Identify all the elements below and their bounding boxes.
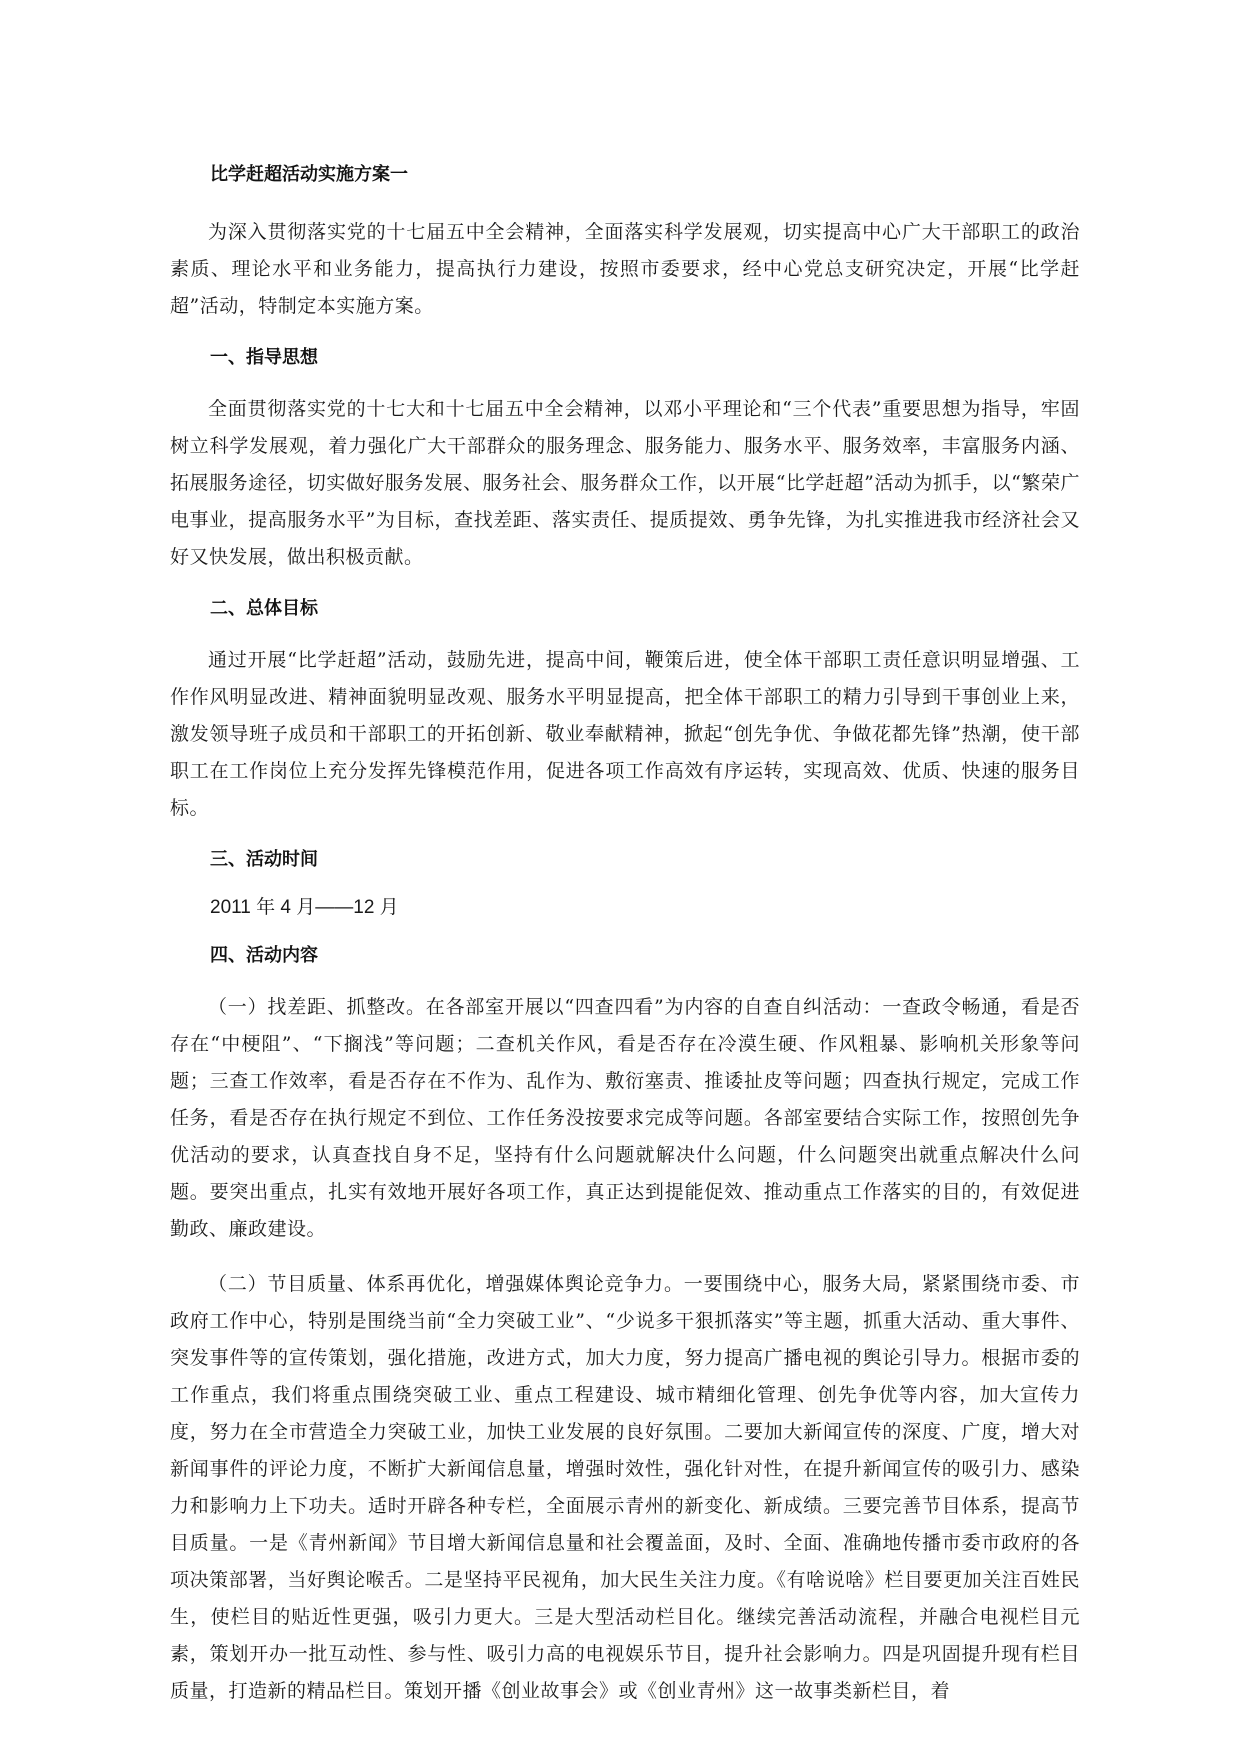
section-paragraph-guiding-ideology: 全面贯彻落实党的十七大和十七届五中全会精神，以邓小平理论和“三个代表”重要思想为指导，牢固树立科学发展观，着力强化广大干部群众的服务理念、服务能力、服务水平、服务效率，丰富服务内涵、拓展服务途径，切实做好服务发展、服务社会、服务群众工作，以开展“比学赶超”活动为抓手，以“繁荣广电事业，提高服务水平”为目标，查找差距、落实责任、提质提效、勇争先锋，为扎实推进我市经济社会又好又快发展，做出积极贡献。 (170, 398, 1080, 568)
section-heading-activity-content: 四、活动内容 (210, 945, 318, 966)
document-title: 比学赶超活动实施方案一 (210, 164, 408, 185)
content-item-1: （一）找差距、抓整改。在各部室开展以“四查四看”为内容的自查自纠活动：一查政令畅通，看是否存在“中梗阻”、“下搁浅”等问题；二查机关作风，看是否存在冷漠生硬、作风粗暴、影响机关形象等问题；三查工作效率，看是否存在不作为、乱作为、敷衍塞责、推诿扯皮等问题；四查执行规定，完成工作任务，看是否存在执行规定不到位、工作任务没按要求完成等问题。各部室要结合实际工作，按照创先争优活动的要求，认真查找自身不足，坚持有什么问题就解决什么问题，什么问题突出就重点解决什么问题。要突出重点，扎实有效地开展好各项工作，真正达到提能促效、推动重点工作落实的目的，有效促进勤政、廉政建设。 (170, 996, 1080, 1240)
content-item-2: （二）节目质量、体系再优化，增强媒体舆论竞争力。一要围绕中心，服务大局，紧紧围绕市委、市政府工作中心，特别是围绕当前“全力突破工业”、“少说多干狠抓落实”等主题，抓重大活动、重大事件、突发事件等的宣传策划，强化措施，改进方式，加大力度，努力提高广播电视的舆论引导力。根据市委的工作重点，我们将重点围绕突破工业、重点工程建设、城市精细化管理、创先争优等内容，加大宣传力度，努力在全市营造全力突破工业，加快工业发展的良好氛围。二要加大新闻宣传的深度、广度，增大对新闻事件的评论力度，不断扩大新闻信息量，增强时效性，强化针对性，在提升新闻宣传的吸引力、感染力和影响力上下功夫。适时开辟各种专栏，全面展示青州的新变化、新成绩。三要完善节目体系，提高节目质量。一是《青州新闻》节目增大新闻信息量和社会覆盖面，及时、全面、准确地传播市委市政府的各项决策部署，当好舆论喉舌。二是坚持平民视角，加大民生关注力度。《有啥说啥》栏目要更加关注百姓民生，使栏目的贴近性更强，吸引力更大。三是大型活动栏目化。继续完善活动流程，并融合电视栏目元素，策划开办一批互动性、参与性、吸引力高的电视娱乐节目，提升社会影响力。四是巩固提升现有栏目质量，打造新的精品栏目。策划开播《创业故事会》或《创业青州》这一故事类新栏目，着 (170, 1273, 1080, 1702)
section-heading-guiding-ideology: 一、指导思想 (210, 347, 318, 368)
intro-paragraph: 为深入贯彻落实党的十七届五中全会精神，全面落实科学发展观，切实提高中心广大干部职工的政治素质、理论水平和业务能力，提高执行力建设，按照市委要求，经中心党总支研究决定，开展“比学赶超”活动，特制定本实施方案。 (170, 221, 1080, 317)
section-heading-overall-goal: 二、总体目标 (210, 598, 318, 619)
activity-time-range: 2011 年 4 月——12 月 (210, 897, 399, 918)
section-heading-activity-time: 三、活动时间 (210, 849, 318, 870)
document-page (170, 160, 1080, 1728)
section-paragraph-overall-goal: 通过开展“比学赶超”活动，鼓励先进，提高中间，鞭策后进，使全体干部职工责任意识明显增强、工作作风明显改进、精神面貌明显改观、服务水平明显提高，把全体干部职工的精力引导到干事创业上来，激发领导班子成员和干部职工的开拓创新、敬业奉献精神，掀起“创先争优、争做花都先锋”热潮，使干部职工在工作岗位上充分发挥先锋模范作用，促进各项工作高效有序运转，实现高效、优质、快速的服务目标。 (170, 649, 1080, 819)
